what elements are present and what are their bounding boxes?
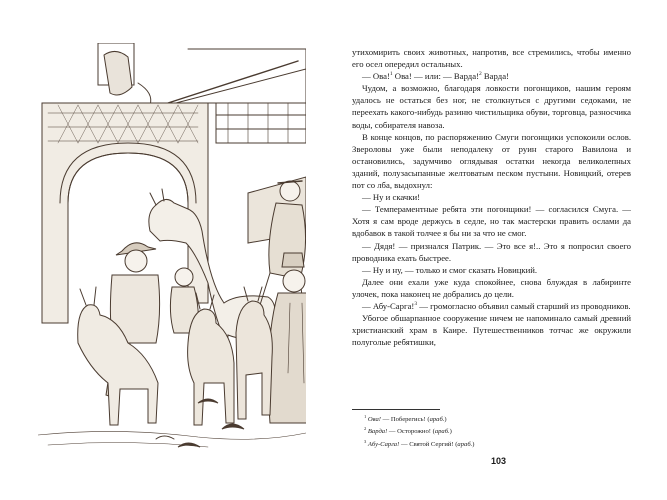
paragraph: В конце концов, по распоряжению Смуги погонщики успокоили ослов. Звероловы уже были неподалеку от руин старого Вавилона и остановились, задумчиво оглядывая остатки некогда великолепных зданий, полузасыпанные желтоватым песком пустыни. Новицкий, отерев пот со лба, выдохнул: xyxy=(352,131,631,191)
paragraph: — Ну и ну, — только и смог сказать Новицкий. xyxy=(362,264,538,275)
paragraph: Далее они ехали уже куда спокойнее, снова блуждая в лабиринте улочек, пока наконец не добрались до цели. xyxy=(352,276,631,299)
paragraph: — Ова!$^1$ Ова! — или: — Варда!$^2$ Варда! xyxy=(362,71,509,82)
paragraph: Убогое обшарпанное сооружение ничем не напоминало самый древний христианский храм в Каире. Путешественников тотчас же окружили полуголые ребятишки, xyxy=(352,313,631,348)
body-text xyxy=(352,46,631,348)
paragraph: — Дядя! — призналcя Патрик. — Это все я!.. Это я попросил своего проводника ехать быстрее. xyxy=(352,240,631,263)
paragraph: утихомирить своих животных, напротив, все стремились, чтобы именно его осел опередил остальных. xyxy=(352,47,631,70)
page-number: 103 xyxy=(490,456,507,466)
footnote: $^2$ Варда! — Осторожно! (араб.) xyxy=(364,426,452,436)
riders-street-scene-icon xyxy=(38,43,306,453)
footnote-ref: 1 xyxy=(389,71,393,78)
footnote-divider xyxy=(352,409,440,410)
footnote: $^1$ Ова! — Поберегись! (араб.) xyxy=(364,414,447,424)
footnote: $^3$ Абу-Сарга! — Святой Сергий! (араб.) xyxy=(364,438,475,448)
footnote-ref: 3 xyxy=(414,301,418,308)
footnotes xyxy=(352,409,631,449)
footnote-ref: 2 xyxy=(478,71,482,78)
paragraph: Чудом, а возможно, благодаря ловкости погонщиков, нашим героям удалось не остаться без ног, не столкнуться с другими седоками, не переехать какого-нибудь разиню чистильщика обуви, торговца, разносчика воды, собирателя навоза. xyxy=(352,83,631,130)
paragraph: — Ну и скачки! xyxy=(362,192,421,203)
paragraph: — Темпераментные ребята эти погонщики! — согласился Смуга. — Хотя я сам вроде держусь в седле, но так мастерски править ослами да вдобавок в такой толчее я бы ни за что не смог. xyxy=(352,204,631,239)
paragraph: — Абу-Сарга!$^3$ — громогласно объявил самый старший из проводников. xyxy=(362,300,631,311)
book-illustration xyxy=(38,43,306,453)
